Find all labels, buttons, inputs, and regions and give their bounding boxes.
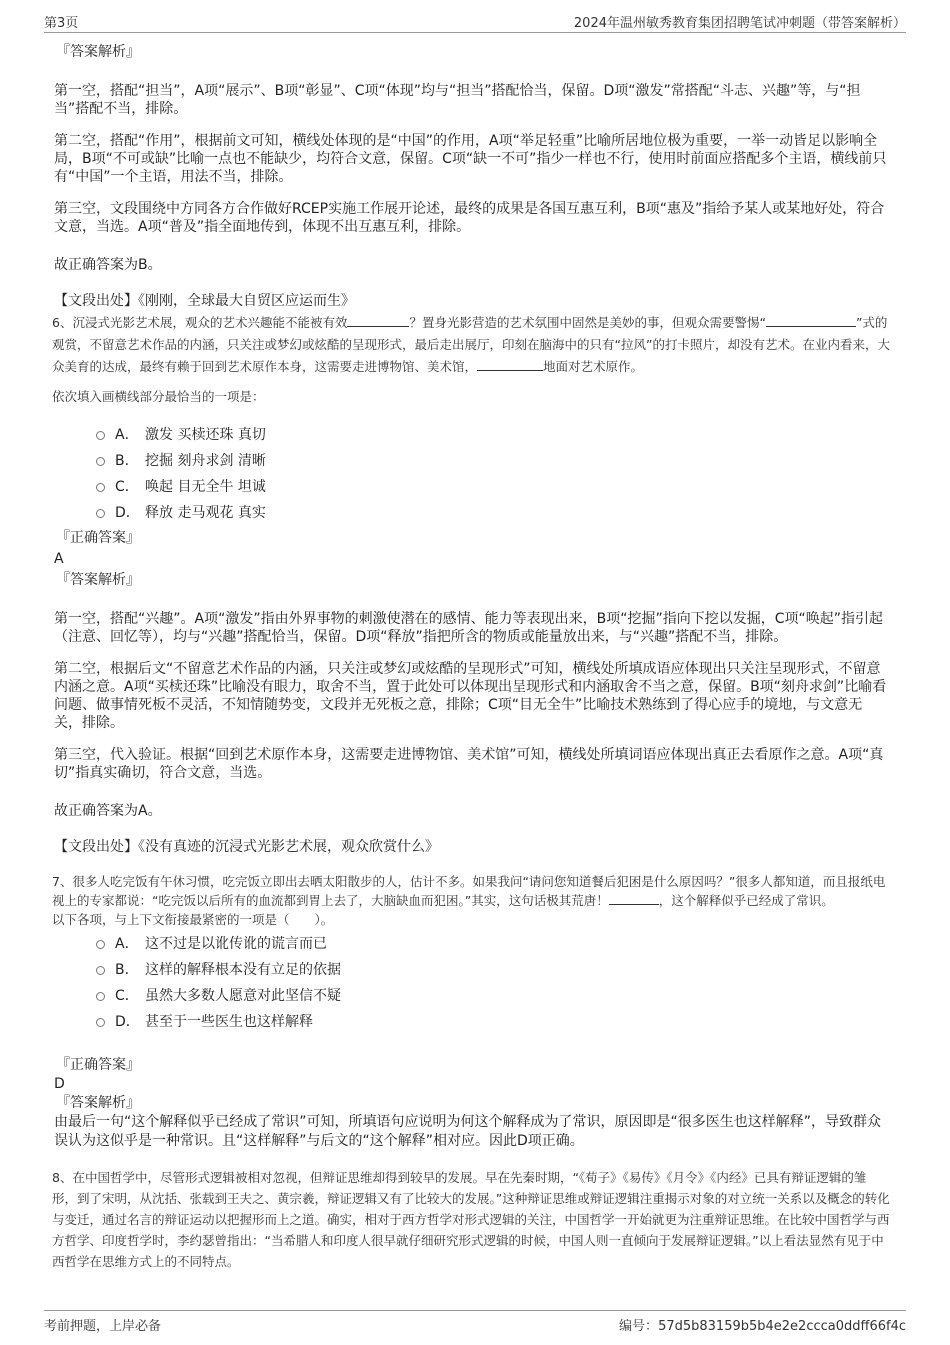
q5-source: 【文段出处】《刚刚，全球最大自贸区应运而生》 bbox=[54, 293, 355, 309]
radio-icon[interactable] bbox=[96, 509, 105, 518]
footer-slogan: 考前押题，上岸必备 bbox=[44, 1319, 162, 1334]
q5-analysis-label: 『答案解析』 bbox=[56, 44, 140, 60]
q8-stem: 8、在中国哲学中，尽管形式逻辑被相对忽视，但辩证思维却得到较早的发展。早在先秦时期，“《荀子》《易传》《月令》《内经》已具有辩证逻辑的雏形，到了宋明，从沈括、张载到王夫之、黄宗羲，辩证逻辑又有了比较大的发展。”这种辩证思维或辩证逻辑注重揭示对象的对立统一关系以及概念的转化与变迁，通过名言的辩证运动以把握形而上之道。确实，相对于西方哲学对形式逻辑的关注，中国哲学一开始就更为注重辩证思维。在比较中国哲学与西方哲学、印度哲学时，李约瑟曾指出：“当希腊人和印度人很早就仔细研究形式逻辑的时候，中国人则一直倾向于发展辩证逻辑。”以上看法显然有见于中西哲学在思维方式上的不同特点。 bbox=[52, 1170, 890, 1269]
radio-icon[interactable] bbox=[96, 483, 105, 492]
q5-analysis-p2: 第二空，搭配“作用”，根据前文可知，横线处体现的是“中国”的作用，A项“举足轻重”比喻所居地位极为重要，一举一动皆足以影响全局，B项“不可或缺”比喻一点也不能缺少，均符合文意，保留。C项“缺一不可”指少一样也不行，使用时前面应搭配多个主语，横线前只有“中国”一个主语，用法不当，排除。 bbox=[54, 133, 887, 185]
q6-answer-label: 『正确答案』 bbox=[56, 530, 140, 546]
q7-analysis-p1: 由最后一句“这个解释似乎已经成了常识”可知，所填语句应说明为何这个解释成为了常识，原因即是“很多医生也这样解释”，导致群众误认为这似乎是一种常识。且“这样解释”与后文的“这个解释”相对应。因此D项正确。 bbox=[54, 1114, 882, 1149]
q7-options bbox=[96, 931, 890, 1035]
q6-option-b[interactable]: B． 挖掘 刻舟求剑 清晰 bbox=[96, 448, 890, 474]
q6-blank-1 bbox=[347, 314, 409, 327]
q6-stem: 6、沉浸式光影艺术展，观众的艺术兴趣能不能被有效 ？置身光影营造的艺术氛围中固然是美妙的事，但观众需要警惕“ ”式的观赏，不留意艺术作品的内涵，只关注或梦幻或炫酷的呈现形式，最后走出展厅，印刻在脑海中的只有“拉风”的打卡照片，却没有艺术。在业内看来，大众美育的达成，最终有赖于回到艺术原作本身，这需要走进博物馆、美术馆， 地面对艺术原作。 bbox=[52, 315, 890, 374]
q5-analysis-p3: 第三空，文段围绕中方同各方合作做好RCEP实施工作展开论述，最终的成果是各国互惠互利，B项“惠及”指给予某人或某地好处，符合文意，当选。A项“普及”指全面地传到，体现不出互惠互利，排除。 bbox=[54, 201, 885, 235]
radio-icon[interactable] bbox=[96, 940, 105, 949]
q7-analysis-label: 『答案解析』 bbox=[56, 1095, 140, 1111]
q6-option-c[interactable]: C． 唤起 目无全牛 坦诚 bbox=[96, 474, 890, 500]
q7-option-b[interactable]: B． 这样的解释根本没有立足的依据 bbox=[96, 957, 890, 983]
page-header bbox=[44, 10, 906, 33]
q7-option-c[interactable]: C． 虽然大多数人愿意对此坚信不疑 bbox=[96, 983, 890, 1009]
q6-option-d[interactable]: D． 释放 走马观花 真实 bbox=[96, 500, 890, 526]
q6-analysis-p1: 第一空，搭配“兴趣”。A项“激发”指由外界事物的刺激使潜在的感情、能力等表现出来，B项“挖掘”指向下挖以发掘，C项“唤起”指引起（注意、回忆等），均与“兴趣”搭配恰当，保留。D项“释放”指把所含的物质或能量放出来，与“兴趣”搭配不当，排除。 bbox=[54, 611, 883, 645]
radio-icon[interactable] bbox=[96, 966, 105, 975]
q7-answer-label: 『正确答案』 bbox=[56, 1057, 140, 1073]
page-footer bbox=[44, 1310, 906, 1333]
q7-blank bbox=[609, 892, 659, 905]
radio-icon[interactable] bbox=[96, 992, 105, 1001]
q6-analysis-conclusion: 故正确答案为A。 bbox=[54, 803, 162, 819]
content-area bbox=[54, 42, 890, 1272]
radio-icon[interactable] bbox=[96, 457, 105, 466]
q6-source: 【文段出处】《没有真迹的沉浸式光影艺术展，观众欣赏什么》 bbox=[54, 839, 439, 855]
q7-stem: 7、很多人吃完饭有午休习惯，吃完饭立即出去晒太阳散步的人，估计不多。如果我问“请问您知道餐后犯困是什么原因吗？”很多人都知道，而且报纸电视上的专家都说：“吃完饭以后所有的血流都到胃上去了，大脑缺血而犯困。”其实，这句话极其荒唐！ ，这个解释似乎已经成了常识。 bbox=[52, 874, 886, 908]
radio-icon[interactable] bbox=[96, 1018, 105, 1027]
footer-code: 编号：57d5b83159b5b4e2e2ccca0ddff66f4c bbox=[619, 1319, 906, 1334]
q6-option-a[interactable]: A． 激发 买椟还珠 真切 bbox=[96, 422, 890, 448]
q7-option-a[interactable]: A． 这不过是以讹传讹的谎言而已 bbox=[96, 931, 890, 957]
q5-analysis-conclusion: 故正确答案为B。 bbox=[54, 257, 162, 273]
q6-blank-2 bbox=[766, 314, 856, 327]
document-title: 2024年温州敏秀教育集团招聘笔试冲刺题（带答案解析） bbox=[573, 16, 906, 31]
q7-prompt: 以下各项，与上下文衔接最紧密的一项是（ ）。 bbox=[52, 912, 334, 927]
q6-answer: A bbox=[54, 551, 64, 567]
radio-icon[interactable] bbox=[96, 431, 105, 440]
q6-analysis-p2: 第二空，根据后文“不留意艺术作品的内涵，只关注或梦幻或炫酷的呈现形式”可知，横线处所填成语应体现出只关注呈现形式，不留意内涵之意。A项“买椟还珠”比喻没有眼力，取舍不当，置于此处可以体现出呈现形式和内涵取舍不当之意，保留。B项“刻舟求剑”比喻看问题、做事情死板不灵活，不知情随势变，文段并无死板之意，排除；C项“目无全牛”比喻技术熟练到了得心应手的境地，与文意无关，排除。 bbox=[54, 661, 887, 731]
q6-analysis-label: 『答案解析』 bbox=[56, 572, 140, 588]
q6-prompt: 依次填入画横线部分最恰当的一项是： bbox=[52, 389, 265, 404]
page-number: 第3页 bbox=[44, 16, 79, 31]
q7-option-d[interactable]: D． 甚至于一些医生也这样解释 bbox=[96, 1009, 890, 1035]
q7-answer: D bbox=[54, 1076, 65, 1092]
q6-analysis-p3: 第三空，代入验证。根据“回到艺术原作本身，这需要走进博物馆、美术馆”可知，横线处所填词语应体现出真正去看原作之意。A项“真切”指真实确切，符合文意，当选。 bbox=[54, 747, 884, 781]
q6-options bbox=[96, 422, 890, 526]
q6-blank-3 bbox=[477, 358, 543, 371]
q5-analysis-p1: 第一空，搭配“担当”，A项“展示”、B项“彰显”、C项“体现”均与“担当”搭配恰当，保留。D项“激发”常搭配“斗志、兴趣”等，与“担当”搭配不当，排除。 bbox=[54, 83, 861, 117]
